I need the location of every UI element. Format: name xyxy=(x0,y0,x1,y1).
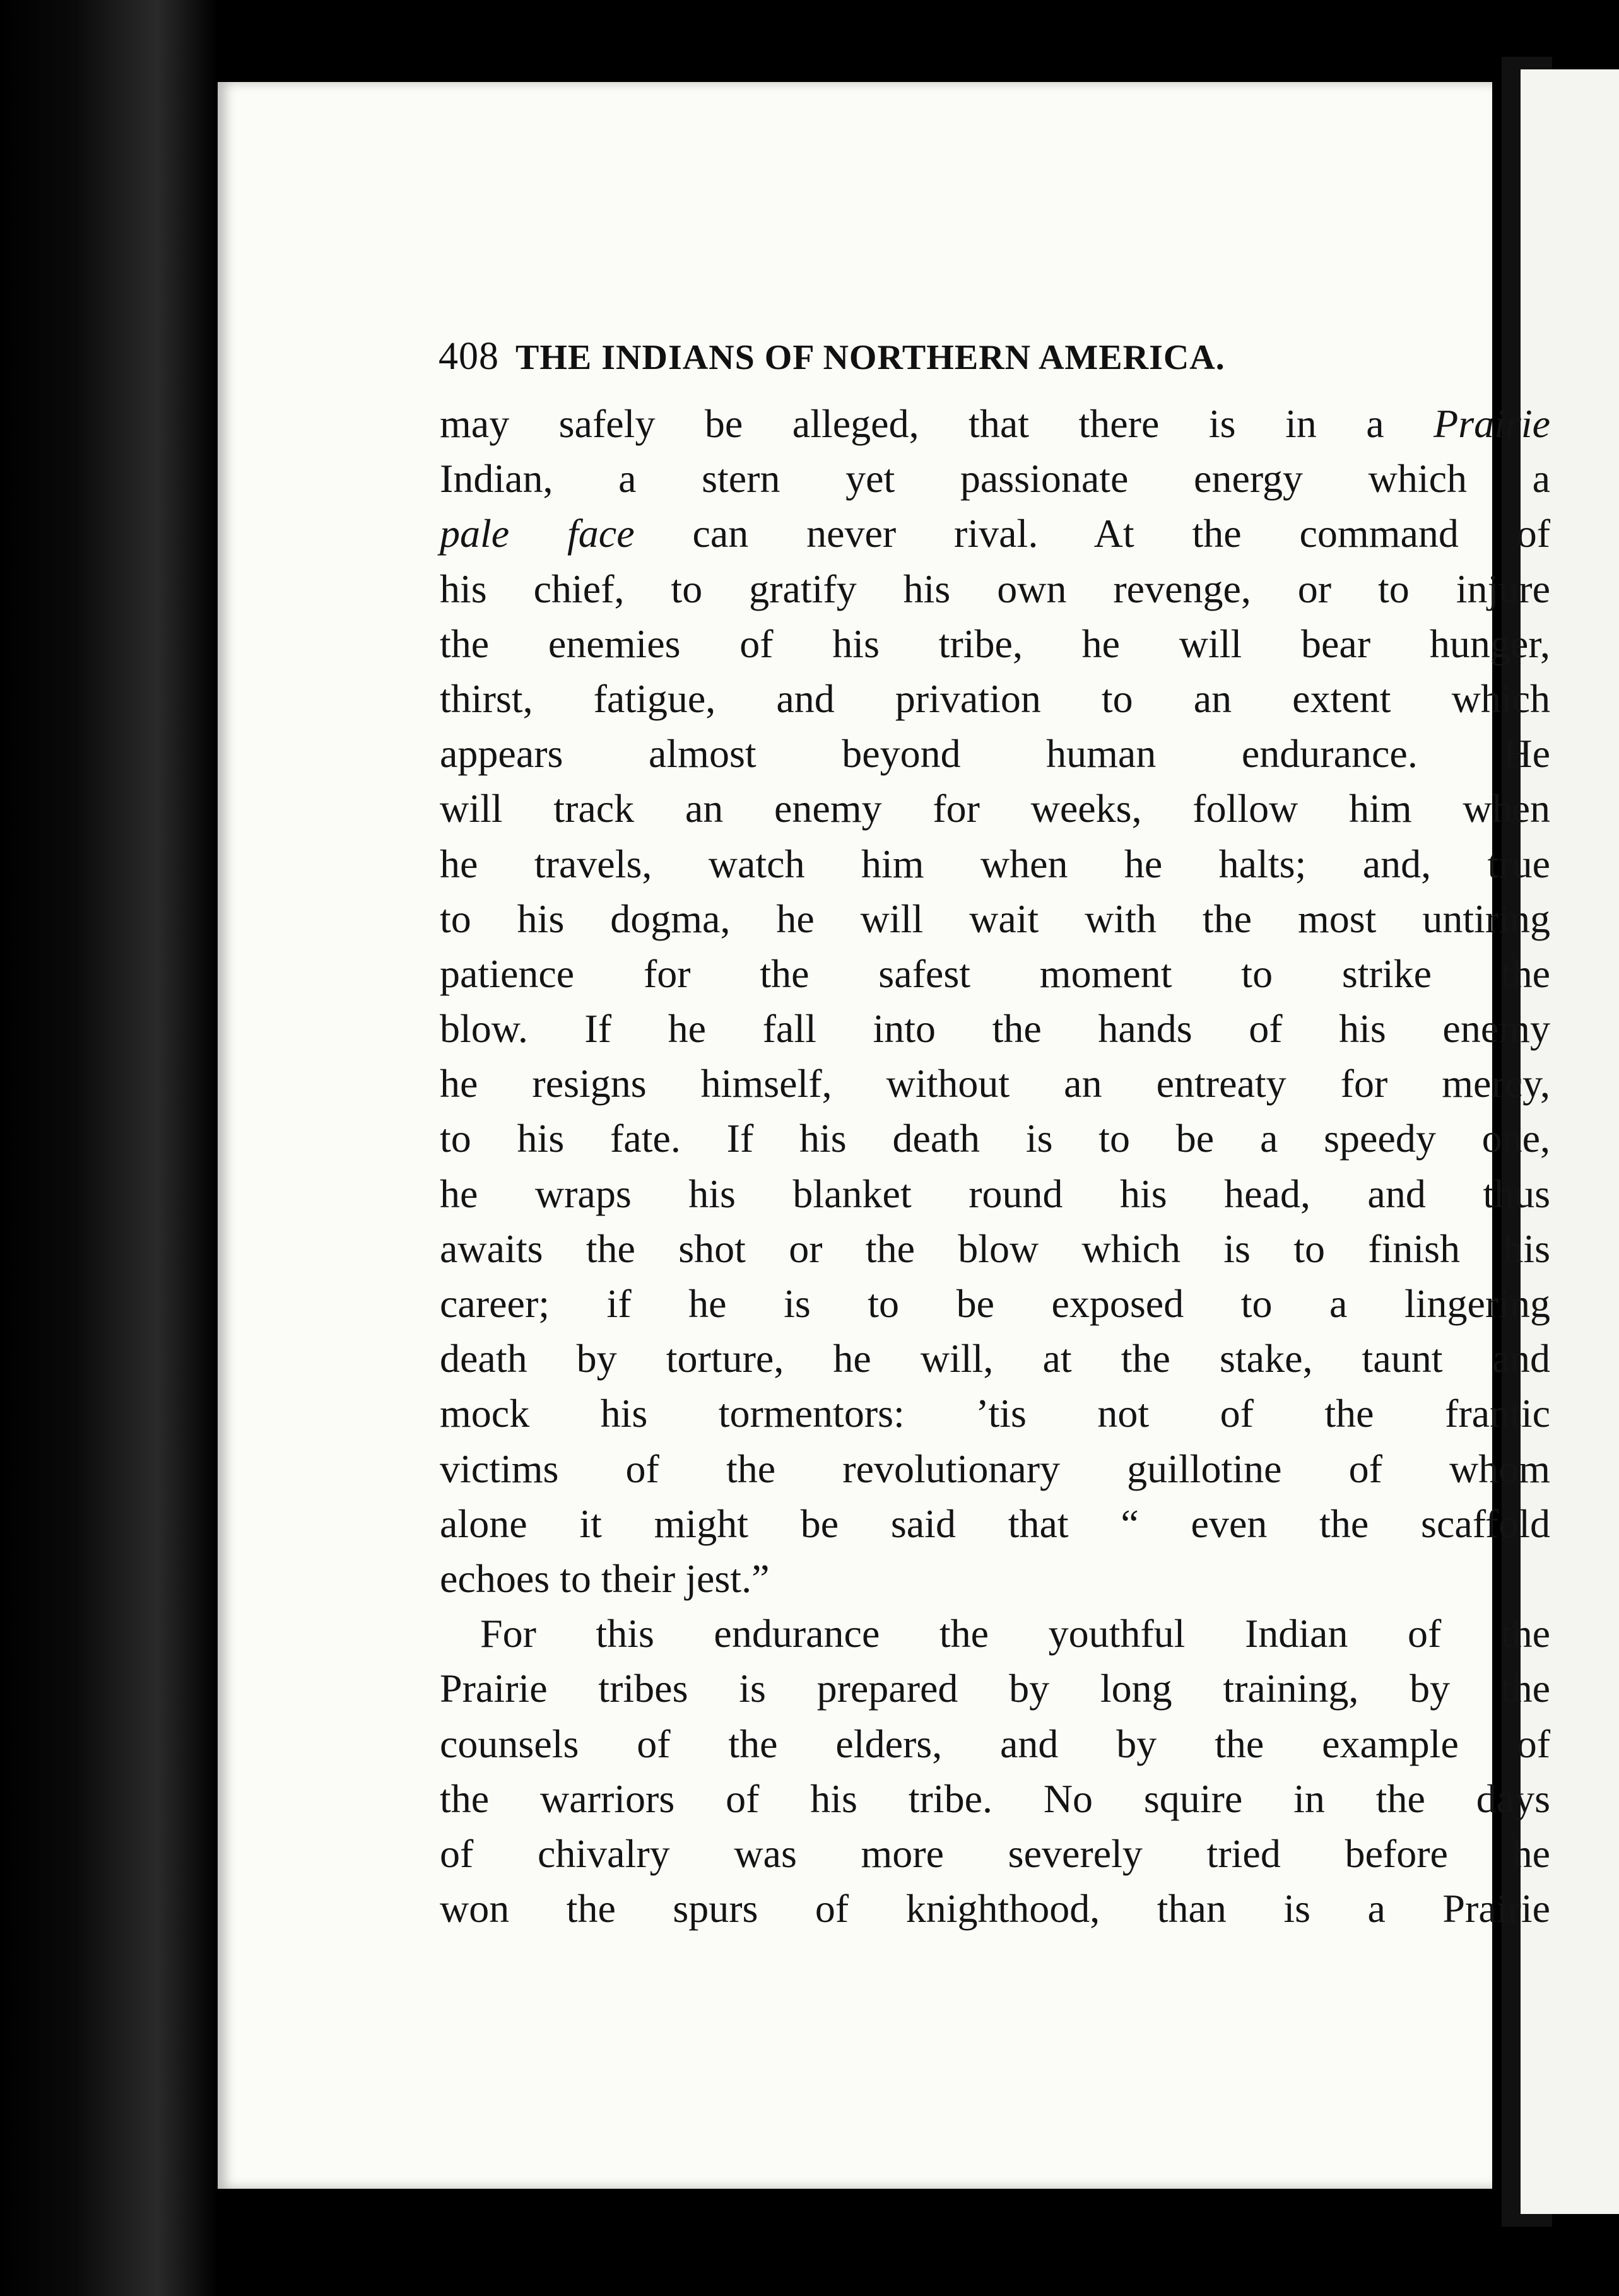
text-segment: career; if he is to be exposed to a lingering xyxy=(440,1281,1550,1326)
running-head xyxy=(439,334,1461,379)
text-line xyxy=(440,1001,1550,1056)
text-line xyxy=(440,1221,1550,1276)
text-line xyxy=(440,836,1550,891)
text-line xyxy=(440,451,1550,506)
text-line xyxy=(440,781,1550,836)
text-segment: Prairie tribes is prepared by long training, by the xyxy=(440,1666,1550,1711)
text-segment: won the spurs of knighthood, than is a Prairie xyxy=(440,1886,1550,1931)
text-line xyxy=(440,1111,1550,1166)
text-segment: of chivalry was more severely tried before he xyxy=(440,1830,1550,1876)
text-line xyxy=(440,726,1550,781)
body-text xyxy=(440,396,1550,1936)
text-segment: his chief, to gratify his own revenge, or to injure xyxy=(440,566,1550,611)
text-line xyxy=(440,1551,1550,1606)
text-line xyxy=(440,396,1550,451)
text-line xyxy=(440,1166,1550,1221)
text-line xyxy=(440,671,1550,726)
text-line xyxy=(440,1331,1550,1386)
text-segment: Indian, a stern yet passionate energy which a xyxy=(440,456,1550,501)
text-segment: thirst, fatigue, and privation to an extent which xyxy=(440,676,1550,721)
italic-text: pale face xyxy=(440,511,635,556)
text-segment: blow. If he fall into the hands of his enemy xyxy=(440,1006,1550,1051)
text-line xyxy=(440,1661,1550,1716)
book-page xyxy=(218,82,1551,2189)
text-line xyxy=(440,616,1550,671)
text-segment: echoes to their jest.” xyxy=(440,1555,770,1601)
text-segment: to his fate. If his death is to be a speedy one, xyxy=(440,1116,1550,1161)
text-line xyxy=(440,946,1550,1001)
text-line xyxy=(440,1606,1550,1661)
text-segment: can never rival. At the command of xyxy=(634,511,1551,556)
text-line xyxy=(440,1881,1550,1936)
text-segment: For this endurance the youthful Indian of the xyxy=(480,1611,1550,1656)
text-segment: appears almost beyond human endurance. He xyxy=(440,731,1550,776)
running-head-title: THE INDIANS OF NORTHERN AMERICA. xyxy=(515,338,1225,377)
text-segment: mock his tormentors: ’tis not of the frantic xyxy=(440,1391,1550,1436)
text-segment: awaits the shot or the blow which is to finish his xyxy=(440,1226,1550,1271)
text-segment: will track an enemy for weeks, follow him when xyxy=(440,786,1550,831)
text-line xyxy=(440,1826,1550,1881)
text-line xyxy=(440,1056,1550,1111)
text-segment: he resigns himself, without an entreaty for mercy, xyxy=(440,1061,1550,1106)
italic-text: Prairie xyxy=(1434,401,1550,446)
text-segment: counsels of the elders, and by the example of xyxy=(440,1721,1550,1766)
text-segment: the warriors of his tribe. No squire in the days xyxy=(440,1776,1550,1821)
text-segment: patience for the safest moment to strike the xyxy=(440,951,1550,996)
text-line xyxy=(440,891,1550,946)
text-segment: he travels, watch him when he halts; and, true xyxy=(440,841,1550,886)
text-line xyxy=(440,1716,1550,1771)
text-segment: to his dogma, he will wait with the most untiring xyxy=(440,896,1550,941)
text-segment: he wraps his blanket round his head, and thus xyxy=(440,1171,1550,1216)
text-line xyxy=(440,561,1550,616)
text-segment: the enemies of his tribe, he will bear hunger, xyxy=(440,621,1550,666)
page-number: 408 xyxy=(439,335,499,378)
text-line xyxy=(440,1386,1550,1441)
text-segment: may safely be alleged, that there is in a xyxy=(440,401,1434,446)
text-line xyxy=(440,506,1550,561)
text-segment: alone it might be said that “ even the scaffold xyxy=(440,1501,1550,1546)
text-line xyxy=(440,1771,1550,1826)
text-line xyxy=(440,1276,1550,1331)
text-line xyxy=(440,1441,1550,1496)
text-segment: victims of the revolutionary guillotine of whom xyxy=(440,1446,1550,1491)
text-line xyxy=(440,1496,1550,1551)
text-segment: death by torture, he will, at the stake, taunt and xyxy=(440,1336,1550,1381)
